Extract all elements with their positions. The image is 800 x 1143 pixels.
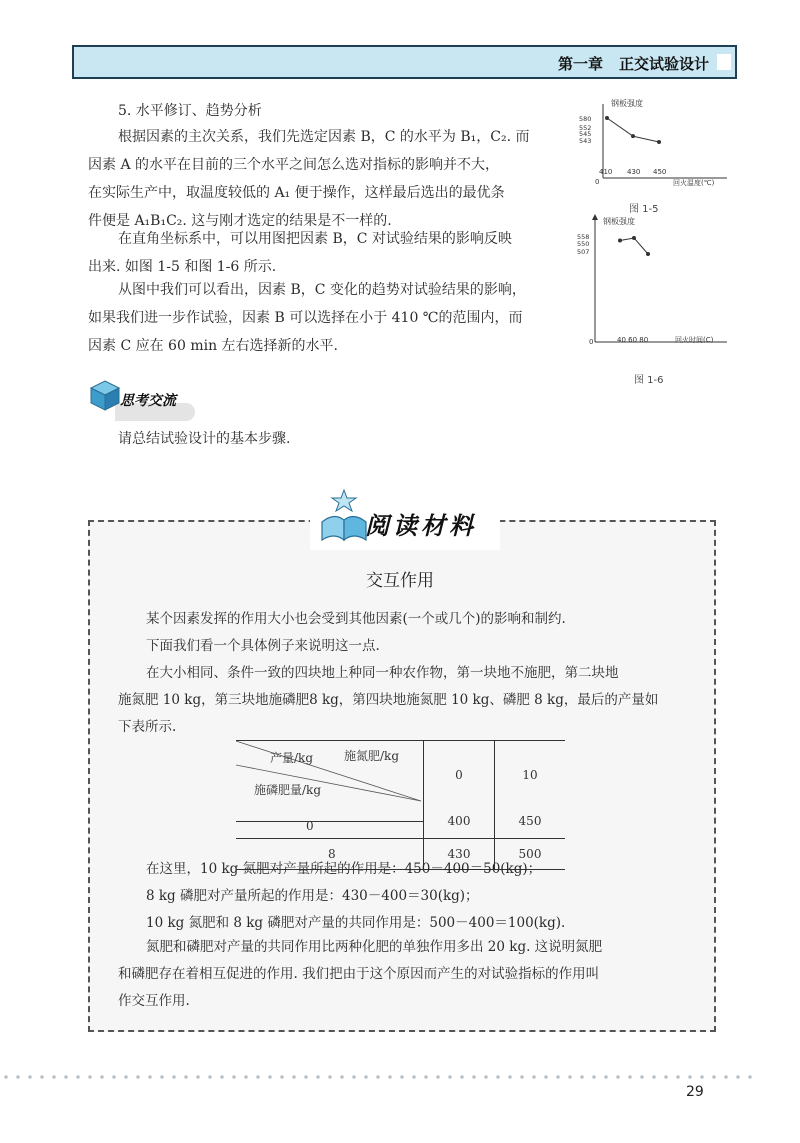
row-label: 0 [236,818,424,835]
x-tick-label: 450 [653,168,667,176]
paragraph-line: 因素 C 应在 60 min 左右选择新的水平. [88,338,338,354]
paragraph-line: 从图中我们可以看出，因素 B，C 变化的趋势对试验结果的影响， [118,282,526,298]
series-line [620,238,648,254]
reading-line: 作交互作用. [118,993,190,1009]
reading-banner-title: 阅读材料 [365,512,477,540]
column-header-value: 10 [522,767,538,782]
y-axis-label: 钢板强度 [611,99,643,108]
y-tick-label: 543 [579,137,592,145]
paragraph-1 [88,123,578,235]
figure-1-6-chart [575,212,735,352]
data-point [657,140,661,144]
reading-line: 下表所示. [118,719,177,735]
paragraph-line: 件便是 A₁B₁C₂. 这与刚才选定的结果是不一样的. [88,213,392,229]
table-cell-value: 450 [518,813,542,828]
y-tick-label: 552 [579,124,592,132]
reading-line: 某个因素发挥的作用大小也会受到其他因素(一个或几个)的影响和制约. [146,611,566,627]
table-cell-value: 400 [447,813,471,828]
data-point [618,239,622,243]
heading-text: 5. 水平修订、趋势分析 [118,103,262,119]
reading-line: 10 kg 氮肥和 8 kg 磷肥对产量的共同作用是：500－400＝100(kg). [146,915,566,931]
x-tick-label: 410 [599,168,613,176]
reading-line: 氮肥和磷肥对产量的共同作用比两种化肥的单独作用多出 20 kg. 这说明氮肥 [146,939,603,955]
y-axis-label: 钢板强度 [603,217,635,226]
data-point [646,252,650,256]
paragraph-line: 在直角坐标系中，可以用图把因素 B，C 对试验结果的影响反映 [118,231,512,247]
paragraph-line: 出来. 如图 1-5 和图 1-6 所示. [88,259,277,275]
y-tick-label: 545 [579,130,592,138]
reading-paragraph-4 [118,934,708,1015]
think-discuss-label: 思考交流 [120,393,176,409]
x-tick-label: 40 60 80 [617,336,649,344]
table-cell-value: 500 [518,847,542,861]
reading-paragraph-3 [118,856,708,937]
figure-1-6-caption: 图 1-6 [634,375,664,386]
page-number: 29 [686,1084,704,1100]
figure-1-5-caption: 图 1-5 [629,204,659,215]
x-axis-label: 回火温度(℃) [673,179,715,186]
chapter-number: 第一章 [557,55,603,73]
table-cell-value: 430 [424,839,495,870]
header-corner-mark [717,54,731,70]
figure-1-5-chart [575,98,735,186]
table-corner-cell [236,741,424,822]
y-tick-label: 558 [577,233,590,241]
chapter-header [72,45,737,79]
y-tick-label: 550 [577,240,590,248]
think-prompt-text: 请总结试验设计的基本步骤. [118,431,291,447]
x-tick-label: 430 [627,168,641,176]
reading-line: 下面我们看一个具体例子来说明这一点. [146,638,380,654]
paragraph-line: 根据因素的主次关系，我们先选定因素 B，C 的水平为 B₁，C₂. 而 [118,129,530,145]
open-book-icon [318,486,370,544]
origin-label: 0 [589,338,594,346]
reading-paragraph-1 [118,606,708,660]
y-tick-label: 580 [579,115,592,123]
paragraph-line: 在实际生产中，取温度较低的 A₁ 便于操作，这样最后选出的最优条 [88,185,505,201]
y-tick-label: 507 [577,248,590,256]
section-heading [118,97,262,125]
data-point [632,236,636,240]
chapter-title [558,53,709,74]
reading-line: 8 kg 磷肥对产量所起的作用是：430－400＝30(kg)； [146,888,479,904]
column-header [495,741,566,839]
paragraph-2 [88,225,578,281]
series-line [607,118,659,142]
reading-line: 和磷肥存在着相互促进的作用. 我们把由于这个原因而产生的对试验指标的作用叫 [118,966,600,982]
x-axis-label: 回火时间(C) [675,336,714,344]
corner-label-nitrogen: 施氮肥/kg [344,749,399,763]
reading-paragraph-2 [118,660,708,741]
paragraph-3 [88,276,578,360]
paragraph-line: 如果我们进一步作试验，因素 B 可以选择在小于 410 ℃的范围内，而 [88,310,523,326]
paragraph-line: 因素 A 的水平在目前的三个水平之间怎么选对指标的影响并不大， [88,157,500,173]
column-header [424,741,495,839]
column-header-value: 0 [455,767,463,782]
chapter-name: 正交试验设计 [618,55,709,73]
reading-line: 在大小相同、条件一致的四块地上种同一种农作物，第一块地不施肥，第二块地 [146,665,619,681]
table-header-row [236,741,565,822]
cube-icon [88,378,122,412]
y-axis-arrow [592,214,598,220]
corner-label-phosphorus: 施磷肥量/kg [254,783,321,797]
origin-label: 0 [595,178,600,186]
yield-table [236,740,565,870]
corner-label-yield: 产量/kg [270,751,313,765]
data-point [605,116,609,120]
reading-section-title: 交互作用 [366,571,434,591]
reading-line: 施氮肥 10 kg，第三块地施磷肥8 kg，第四块地施氮肥 10 kg、磷肥 8 kg，最后的产量如 [118,692,659,708]
think-prompt [118,425,290,453]
row-label: 8 [236,839,424,870]
footer-dotted-rule [0,1075,760,1079]
reading-line: 在这里，10 kg 氮肥对产量所起的作用是：450－400＝50(kg)； [146,861,542,877]
data-point [631,134,635,138]
